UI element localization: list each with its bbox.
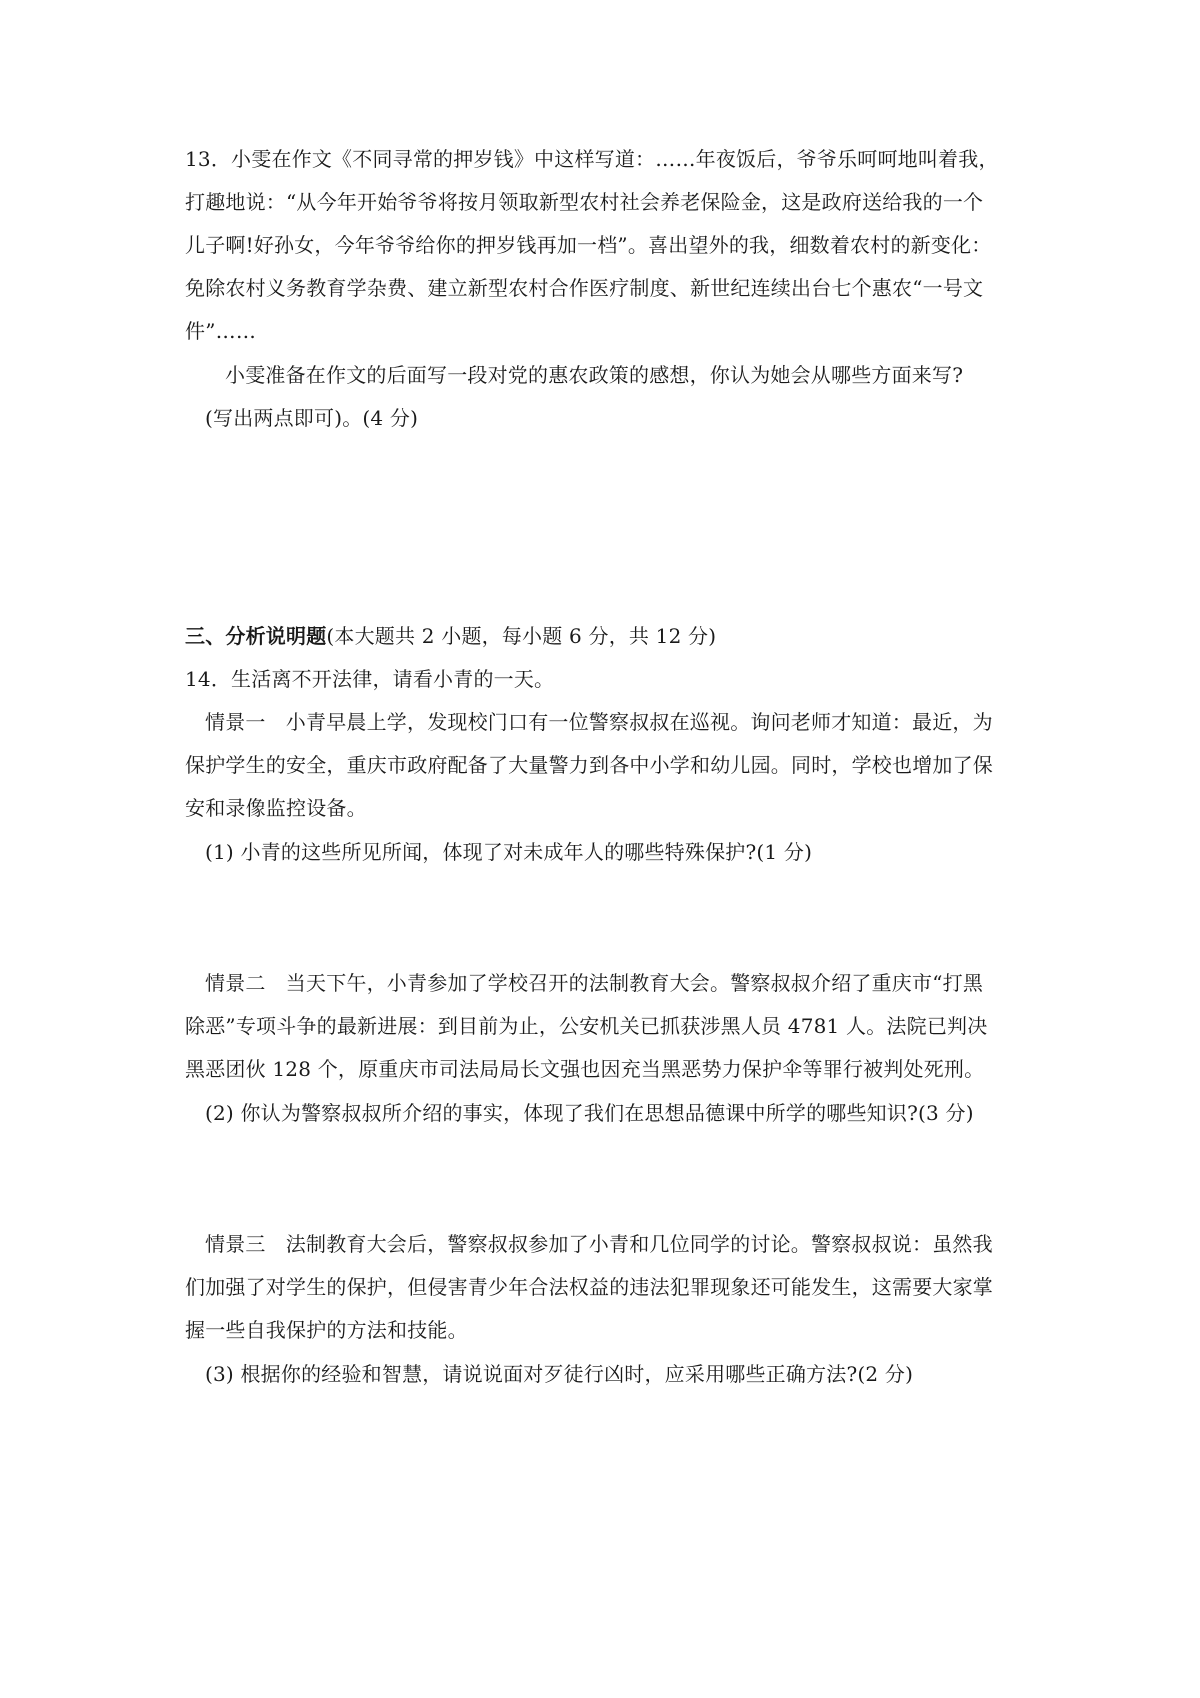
q13-line-5: 件”……: [185, 319, 257, 343]
q13-line-1: 13．小雯在作文《不同寻常的押岁钱》中这样写道：……年夜饭后，爷爷乐呵呵地叫着我，: [185, 147, 999, 171]
q14-scene1-line-3: 安和录像监控设备。: [185, 796, 367, 820]
q13-line-2: 打趣地说：“从今年开始爷爷将按月领取新型农村社会养老保险金，这是政府送给我的一个: [185, 190, 984, 214]
q14-scene3-line-2: 们加强了对学生的保护，但侵害青少年合法权益的违法犯罪现象还可能发生，这需要大家掌: [185, 1275, 993, 1299]
q14-scene2-line-2: 除恶”专项斗争的最新进展：到目前为止，公安机关已抓获涉黑人员 4781 人。法院已判决: [185, 1014, 988, 1038]
q13-line-4: 免除农村义务教育学杂费、建立新型农村合作医疗制度、新世纪连续出台七个惠农“一号文: [185, 276, 984, 300]
q13-score: (写出两点即可)。(4 分): [205, 406, 419, 430]
section-3-heading: [185, 622, 1045, 650]
q14-scene3-line-3: 握一些自我保护的方法和技能。: [185, 1318, 468, 1342]
q13-prompt: 小雯准备在作文的后面写一段对党的惠农政策的感想，你认为她会从哪些方面来写?: [225, 363, 964, 387]
q14-question-1: (1) 小青的这些所见所闻，体现了对未成年人的哪些特殊保护?(1 分): [205, 840, 813, 864]
q14-scene2-line-3: 黑恶团伙 128 个，原重庆市司法局局长文强也因充当黑恶势力保护伞等罪行被判处死刑。: [185, 1057, 985, 1081]
q13-line-3: 儿子啊!好孙女，今年爷爷给你的押岁钱再加一档”。喜出望外的我，细数着农村的新变化：: [185, 233, 992, 257]
q14-question-2: (2) 你认为警察叔叔所介绍的事实，体现了我们在思想品德课中所学的哪些知识?(3 分): [205, 1101, 974, 1125]
q14-intro: 14．生活离不开法律，请看小青的一天。: [185, 667, 555, 691]
section-3-title: 三、分析说明题: [185, 624, 327, 648]
q14-question-3: (3) 根据你的经验和智慧，请说说面对歹徒行凶时，应采用哪些正确方法?(2 分): [205, 1362, 914, 1386]
q14-scene2-line-1: 情景二 当天下午，小青参加了学校召开的法制教育大会。警察叔叔介绍了重庆市“打黑: [205, 971, 984, 995]
q14-scene1-line-1: 情景一 小青早晨上学，发现校门口有一位警察叔叔在巡视。询问老师才知道：最近，为: [205, 710, 993, 734]
q14-scene3-line-1: 情景三 法制教育大会后，警察叔叔参加了小青和几位同学的讨论。警察叔叔说：虽然我: [205, 1232, 993, 1256]
q14-scene1-line-2: 保护学生的安全，重庆市政府配备了大量警力到各中小学和幼儿园。同时，学校也增加了保: [185, 753, 993, 777]
section-3-note: (本大题共 2 小题，每小题 6 分，共 12 分): [326, 624, 717, 648]
